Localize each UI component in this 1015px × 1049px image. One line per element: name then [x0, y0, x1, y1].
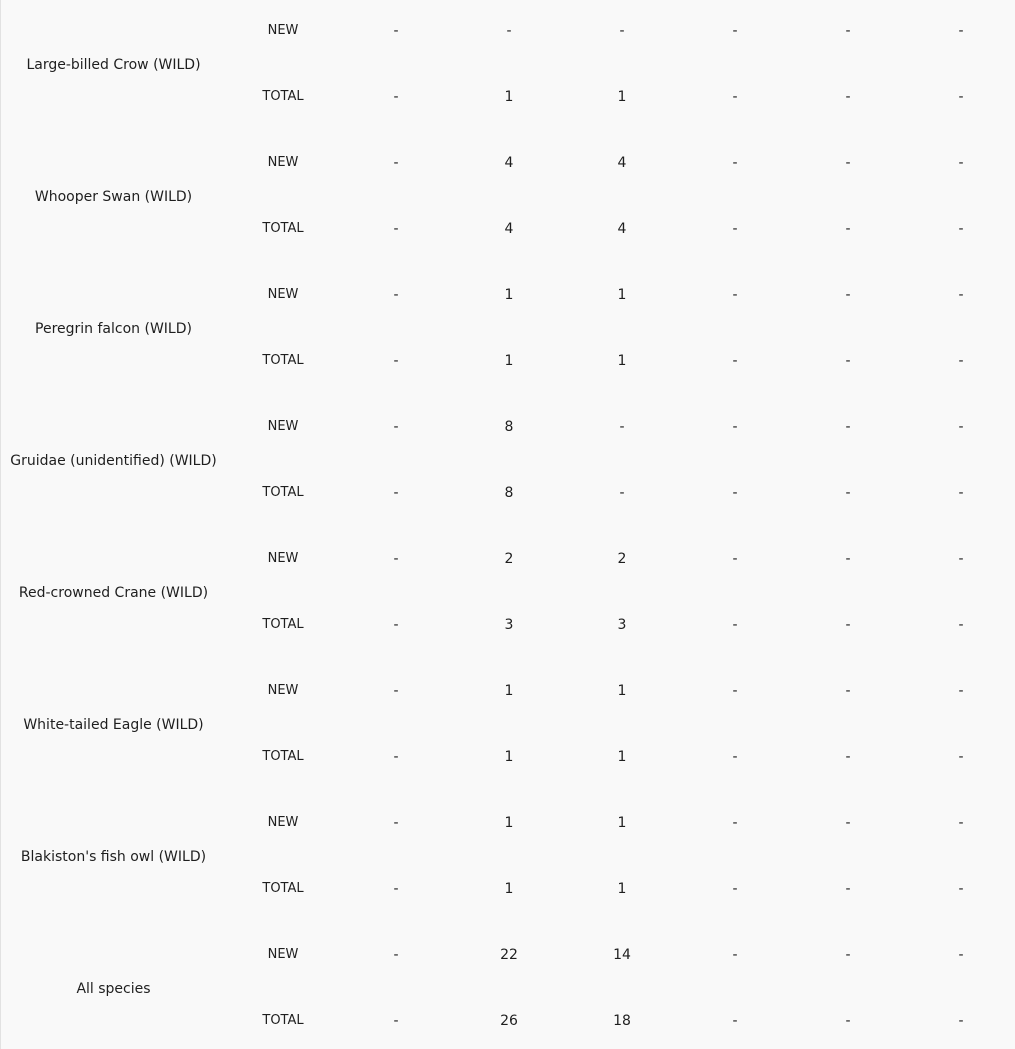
table-cell: 1 [504, 881, 514, 897]
species-name: Gruidae (unidentified) (WILD) [10, 453, 217, 469]
row-type-label: NEW [267, 683, 299, 698]
species-block [0, 527, 1015, 659]
row-type-label: TOTAL [262, 221, 304, 236]
row-type-label: TOTAL [262, 89, 304, 104]
table-cell: - [619, 485, 625, 501]
species-block [0, 791, 1015, 923]
table-cell: - [732, 617, 738, 633]
species-name: White-tailed Eagle (WILD) [23, 717, 204, 733]
table-cell: - [958, 485, 964, 501]
table-cell: 1 [504, 815, 514, 831]
table-cell: - [845, 617, 851, 633]
table-cell: 14 [613, 947, 631, 963]
species-name: Blakiston's fish owl (WILD) [20, 849, 207, 865]
row-type-label: TOTAL [262, 749, 304, 764]
table-cell: - [845, 221, 851, 237]
table-cell: - [393, 947, 399, 963]
table-cell: - [393, 551, 399, 567]
table-cell: - [732, 353, 738, 369]
row-type-label: TOTAL [262, 353, 304, 368]
table-cell: - [845, 1013, 851, 1029]
table-cell: 26 [500, 1013, 518, 1029]
species-block [0, 263, 1015, 395]
species-block [0, 0, 1015, 131]
table-row-new [0, 153, 1015, 173]
species-block-all [0, 923, 1015, 1049]
table-cell: - [845, 353, 851, 369]
table-cell: - [845, 419, 851, 435]
table-cell: - [393, 815, 399, 831]
table-cell: 22 [500, 947, 518, 963]
table-cell: 1 [504, 683, 514, 699]
table-cell: - [958, 683, 964, 699]
table-cell: 1 [617, 353, 627, 369]
table-cell: - [393, 287, 399, 303]
table-cell: - [732, 1013, 738, 1029]
table-cell: - [732, 551, 738, 567]
species-block [0, 131, 1015, 263]
table-cell: - [845, 155, 851, 171]
table-cell: - [958, 155, 964, 171]
table-cell: - [732, 683, 738, 699]
table-cell: - [732, 89, 738, 105]
table-cell: - [845, 947, 851, 963]
table-row-total [0, 87, 1015, 107]
table-cell: 1 [504, 353, 514, 369]
table-row-total [0, 615, 1015, 635]
table-cell: - [732, 881, 738, 897]
table-cell: - [393, 485, 399, 501]
table-cell: - [958, 89, 964, 105]
table-cell: 2 [617, 551, 627, 567]
table-row-total [0, 879, 1015, 899]
table-row-new [0, 945, 1015, 965]
table-cell: - [958, 881, 964, 897]
table-cell: - [958, 221, 964, 237]
species-name: Whooper Swan (WILD) [34, 189, 193, 205]
row-type-label: NEW [267, 419, 299, 434]
table-cell: - [845, 749, 851, 765]
table-cell: 8 [504, 419, 514, 435]
table-row-new [0, 549, 1015, 569]
species-name: Large-billed Crow (WILD) [26, 57, 201, 73]
row-type-label: NEW [267, 155, 299, 170]
species-name: All species [76, 981, 151, 997]
table-cell: 1 [504, 89, 514, 105]
species-block [0, 659, 1015, 791]
table-cell: 4 [504, 155, 514, 171]
table-cell: - [958, 1013, 964, 1029]
table-row-total [0, 747, 1015, 767]
table-cell: 1 [504, 287, 514, 303]
table-cell: - [393, 419, 399, 435]
table-cell: - [958, 815, 964, 831]
row-type-label: TOTAL [262, 617, 304, 632]
table-cell: - [958, 23, 964, 39]
table-cell: - [393, 881, 399, 897]
table-cell: - [845, 551, 851, 567]
table-row-new [0, 813, 1015, 833]
table-cell: - [393, 23, 399, 39]
species-name: Peregrin falcon (WILD) [35, 321, 192, 337]
table-cell: - [845, 23, 851, 39]
table-cell: - [958, 353, 964, 369]
species-block [0, 395, 1015, 527]
table-cell: - [393, 1013, 399, 1029]
table-cell: 1 [617, 881, 627, 897]
table-cell: 3 [617, 617, 627, 633]
table-cell: - [393, 683, 399, 699]
table-cell: - [845, 815, 851, 831]
table-cell: - [732, 23, 738, 39]
table-cell: 4 [504, 221, 514, 237]
table-cell: - [845, 287, 851, 303]
row-type-label: NEW [267, 551, 299, 566]
table-cell: - [732, 155, 738, 171]
table-cell: - [958, 617, 964, 633]
species-name: Red-crowned Crane (WILD) [18, 585, 209, 601]
table-cell: - [732, 485, 738, 501]
table-cell: 2 [504, 551, 514, 567]
row-type-label: NEW [267, 287, 299, 302]
table-row-new [0, 417, 1015, 437]
table-cell: - [506, 23, 512, 39]
table-cell: - [958, 287, 964, 303]
row-type-label: TOTAL [262, 881, 304, 896]
table-row-total [0, 1011, 1015, 1031]
row-type-label: NEW [267, 815, 299, 830]
table-row-total [0, 219, 1015, 239]
table-cell: - [393, 353, 399, 369]
table-cell: - [619, 419, 625, 435]
table-cell: - [845, 881, 851, 897]
table-cell: - [732, 419, 738, 435]
table-cell: - [845, 683, 851, 699]
table-cell: 1 [617, 815, 627, 831]
table-cell: - [845, 485, 851, 501]
table-cell: 1 [617, 89, 627, 105]
table-cell: - [732, 815, 738, 831]
table-cell: - [958, 551, 964, 567]
table-cell: 1 [617, 683, 627, 699]
row-type-label: NEW [267, 23, 299, 38]
table-cell: - [958, 749, 964, 765]
table-cell: - [393, 617, 399, 633]
table-cell: 1 [617, 749, 627, 765]
row-type-label: TOTAL [262, 485, 304, 500]
table-cell: - [732, 947, 738, 963]
table-cell: - [619, 23, 625, 39]
table-cell: - [393, 221, 399, 237]
table-cell: - [393, 749, 399, 765]
table-cell: - [958, 419, 964, 435]
table-cell: - [393, 155, 399, 171]
table-cell: 1 [504, 749, 514, 765]
table-row-new [0, 681, 1015, 701]
table-cell: 8 [504, 485, 514, 501]
table-row-new [0, 285, 1015, 305]
row-type-label: TOTAL [262, 1013, 304, 1028]
table-cell: 4 [617, 221, 627, 237]
table-cell: - [958, 947, 964, 963]
table-cell: - [393, 89, 399, 105]
table-row-total [0, 351, 1015, 371]
table-row-new [0, 21, 1015, 41]
table-cell: - [732, 749, 738, 765]
table-cell: - [732, 221, 738, 237]
table-row-total [0, 483, 1015, 503]
table-cell: 3 [504, 617, 514, 633]
row-type-label: NEW [267, 947, 299, 962]
table-cell: - [845, 89, 851, 105]
table-cell: - [732, 287, 738, 303]
table-cell: 4 [617, 155, 627, 171]
table-cell: 1 [617, 287, 627, 303]
table-cell: 18 [613, 1013, 631, 1029]
